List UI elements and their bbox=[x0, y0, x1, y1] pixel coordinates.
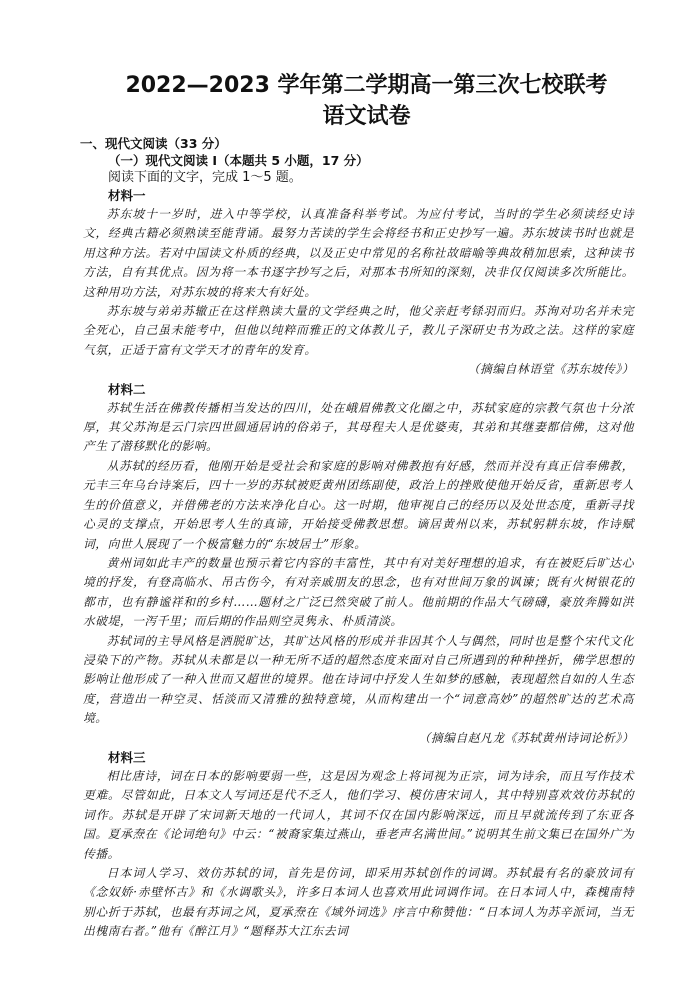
paragraph: 日本词人学习、效仿苏轼的词，首先是仿词，即采用苏轼创作的词调。苏轼最有名的豪放词有《念奴娇·赤壁怀古》和《水调歌头》，许多日本词人也喜欢用此词调作词。在日本词人中，森槐南特别心折于苏轼，也最有苏词之风，夏承焘在《域外词选》序言中称赞他：“日本词人为苏辛派词，当无出槐南右者。”他有《醉江月》“题释苏大江东去词 bbox=[83, 866, 634, 939]
paragraph: 从苏轼的经历看，他刚开始是受社会和家庭的影响对佛教抱有好感，然而并没有真正信奉佛教，元丰三年乌台诗案后，四十一岁的苏轼被贬黄州团练副使，政治上的挫败使他开始反省，重新思考人生的价值意义，并借佛老的方法来净化自心。这一时期，他审视自己的经历以及处世态度，重新寻找心灵的支撑点，开始思考人生的真谛，开始接受佛教思想。谪居黄州以来，苏轼躬耕东坡，作诗赋词，向世人展现了一个极富魅力的“东坡居士”形象。 bbox=[83, 458, 634, 551]
material-label: 材料一 bbox=[108, 188, 146, 203]
material-label: 材料二 bbox=[108, 381, 146, 397]
instruction: 阅读下面的文字，完成 1～5 题。 bbox=[108, 170, 302, 185]
material-label: 材料三 bbox=[108, 749, 146, 765]
subsection-heading: （一）现代文阅读 I（本题共 5 小题，17 分） bbox=[108, 153, 369, 168]
section-heading: 一、现代文阅读（33 分） bbox=[80, 136, 227, 151]
paragraph: 相比唐诗，词在日本的影响要弱一些，这是因为观念上将词视为正宗，词为诗余，而且写作技术更难。尽管如此，日本文人写词还是代不乏人，他们学习、模仿唐宋词人，其中特别喜欢效仿苏轼的词作。苏轼是开辟了宋词新天地的一代词人，其词不仅在国内影响深远，而且早就流传到了东亚各国。夏承焘在《论词绝句》中云：“被裔家集过燕山，垂老声名满世间。”说明其生前文集已在国外广为传播。 bbox=[83, 768, 634, 861]
exam-title: 2022—2023 学年第二学期高一第三次七校联考 bbox=[125, 73, 608, 98]
source-citation: （摘编自赵凡龙《苏轼黄州诗词论析》） bbox=[418, 730, 634, 745]
paragraph: 苏轼词的主导风格是洒脱旷达，其旷达风格的形成并非因其个人与偶然，同时也是整个宋代文化浸染下的产物。苏轼从未都是以一种无所不适的超然态度来面对自己所遇到的种种挫折，佛学思想的影响让他形成了一种入世而又超世的境界。他在诗词中抒发人生如梦的感触，表现超然自如的人生态度，营造出一种空灵、恬淡而又清雅的独特意境，从而构建出一个“词意高妙”的超然旷达的艺术高境。 bbox=[83, 633, 634, 726]
paragraph: 苏东坡十一岁时，进入中等学校，认真准备科举考试。为应付考试，当时的学生必须读经史诗文，经典古籍必须熟读至能背诵。最努力苦读的学生会将经书和正史抄写一遍。苏东坡读书时也就是用这种方法。若对中国读文朴质的经典，以及正史中常见的名称社故暗喻等典故稍加思索，这种读书方法，自有其优点。因为将一本书逐字抄写之后，对那本书所知的深刻，决非仅仅阅读多次所能比。这种用功方法，对苏东坡的将来大有好处。 bbox=[83, 207, 634, 299]
paragraph: 苏轼生活在佛教传播相当发达的四川，处在峨眉佛教文化圈之中，苏轼家庭的宗教气氛也十分浓厚，其父苏洵是云门宗四世圆通居讷的俗弟子，其母程夫人是优婆夷，其弟和其继妻都信佛，这对他产生了潜移默化的影响。 bbox=[83, 400, 634, 454]
paragraph: 苏东坡与弟弟苏辙正在这样熟读大量的文学经典之时，他父亲赶考铩羽而归。苏洵对功名并未完全死心，自己虽未能考中，但他以纯粹而雅正的文体教儿子，教儿子深研史书为政之法。这样的家庭气氛，正适于富有文学天才的青年的发育。 bbox=[83, 304, 634, 357]
source-citation: （摘编自林语堂《苏东坡传》） bbox=[467, 362, 634, 377]
exam-subtitle: 语文试卷 bbox=[322, 104, 411, 129]
paragraph: 黄州词如此丰产的数量也预示着它内容的丰富性，其中有对美好理想的追求，有在被贬后旷达心境的抒发，有登高临水、吊古伤今，有对亲戚朋友的思念，也有对世间万象的讽谏；既有火树银花的都市，也有静谧祥和的乡村……题材之广泛已然突破了前人。他前期的作品大气磅礴，豪放奔腾如洪水破堤，一泻千里；而后期的作品则空灵隽永、朴质清淡。 bbox=[83, 555, 634, 629]
